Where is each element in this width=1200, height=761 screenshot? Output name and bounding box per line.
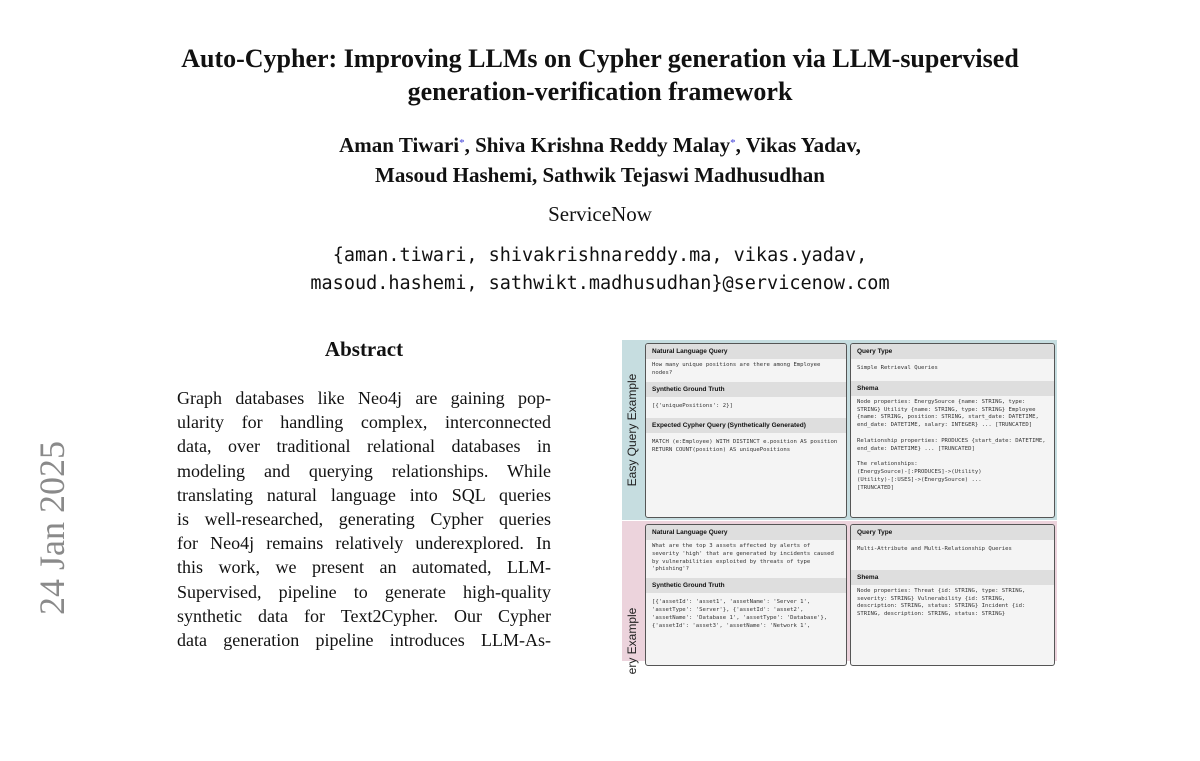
abstract-body bbox=[177, 386, 551, 652]
synthetic-ground-truth-header: Synthetic Ground Truth bbox=[646, 578, 846, 593]
email-line-2: masoud.hashemi, sathwikt.madhusudhan}@servicenow.com bbox=[310, 273, 890, 294]
title-line-1: Auto-Cypher: Improving LLMs on Cypher generation via LLM-supervised bbox=[181, 44, 1019, 73]
synthetic-ground-truth-text: [{'uniquePositions': 2}] bbox=[652, 402, 733, 409]
query-type-text: Multi-Attribute and Multi-Relationship Queries bbox=[857, 546, 1012, 552]
equal-contribution-mark: * bbox=[730, 137, 736, 149]
abstract-line: data, over traditional relational databases in bbox=[177, 436, 551, 457]
author-aman-tiwari: Aman Tiwari bbox=[339, 133, 460, 157]
paper-title bbox=[100, 42, 1100, 108]
abstract-line: is well-researched, generating Cypher queries bbox=[177, 509, 551, 530]
query-type-text: Simple Retrieval Queries bbox=[857, 365, 938, 371]
abstract-line: Supervised, pipeline to generate high-quality bbox=[177, 581, 551, 602]
easy-left-card bbox=[645, 343, 847, 518]
query-type-header: Query Type bbox=[851, 525, 1054, 540]
hard-left-card bbox=[645, 524, 847, 666]
synthetic-ground-truth-text: [{'assetId': 'asset1', 'assetName': 'Server 1', 'assetType': 'Server'}, {'assetId': 'asset2', 'assetName': 'Database 1', 'assetType': 'Database'}, {'assetId': 'asset3', 'assetName': 'Network 1', bbox=[652, 599, 831, 629]
abstract-line: this work, we present an automated, LLM- bbox=[177, 557, 551, 578]
schema-text: Node properties: EnergySource {name: STRING, type: STRING} Utility {name: STRING, type: STRING} Employee {name: STRING, position: STRING, start_date: DATETIME, end_date: DATETIME, salary: INTEGER} ... [TRUNCATED] Relationship properties: PRODUCES {start_date: DATETIME, end_date: DATETIME} ... [TRUNCATED] The relationships: (EnergySource)-[:PRODUCES]->(Utility) (Utility)-[:USES]->(EnergySource) ... [TRUNCATED] bbox=[857, 398, 1046, 491]
schema-header: Shema bbox=[851, 570, 1054, 585]
equal-contribution-mark: * bbox=[459, 137, 465, 149]
arxiv-date-stamp bbox=[28, 430, 76, 625]
email-line-1: {aman.tiwari, shivakrishnareddy.ma, vikas.yadav, bbox=[332, 245, 868, 266]
author-line-2: Masoud Hashemi, Sathwik Tejaswi Madhusudhan bbox=[375, 163, 825, 187]
author-masoud-hashemi: Masoud Hashemi bbox=[375, 163, 532, 187]
hard-right-card bbox=[850, 524, 1055, 666]
abstract-line: synthetic data for Text2Cypher. Our Cypher bbox=[177, 605, 551, 626]
schema-header: Shema bbox=[851, 381, 1054, 396]
author-sathwik-tejaswi-madhusudhan: Sathwik Tejaswi Madhusudhan bbox=[542, 163, 825, 187]
hard-query-label: ery Example bbox=[625, 607, 639, 675]
author-vikas-yadav: Vikas Yadav, bbox=[745, 133, 861, 157]
abstract-heading: Abstract bbox=[324, 337, 404, 361]
author-emails bbox=[100, 242, 1100, 298]
schema-text: Node properties: Threat {id: STRING, type: STRING, severity: STRING} Vulnerability {id: STRING, description: STRING, status: STRING} Incident {id: STRING, description: STRING, status: STRING} bbox=[857, 587, 1029, 618]
easy-right-card bbox=[850, 343, 1055, 518]
abstract-line: Graph databases like Neo4j are gaining pop- bbox=[177, 388, 551, 408]
easy-query-label: Easy Query Example bbox=[625, 373, 639, 487]
query-example-figure bbox=[622, 340, 1057, 675]
abstract-line: data generation pipeline introduces LLM-As- bbox=[177, 630, 551, 651]
easy-query-example-panel bbox=[622, 340, 1057, 520]
query-type-header: Query Type bbox=[851, 344, 1054, 359]
affiliation: ServiceNow bbox=[548, 202, 652, 226]
hard-query-example-panel bbox=[622, 521, 1057, 675]
expected-cypher-query-header: Expected Cypher Query (Synthetically Generated) bbox=[646, 418, 846, 433]
natural-language-query-text: How many unique positions are there among Employee nodes? bbox=[652, 362, 824, 376]
expected-cypher-query-text: MATCH (e:Employee) WITH DISTINCT e.position AS position RETURN COUNT(position) AS uniquePositions bbox=[652, 439, 841, 454]
abstract-line: translating natural language into SQL queries bbox=[177, 484, 551, 505]
natural-language-query-text: What are the top 3 assets affected by alerts of severity 'high' that are generated by incidents caused by vulnerabilities exploited by threats of type 'phishing'? bbox=[652, 543, 838, 573]
natural-language-query-header: Natural Language Query bbox=[646, 525, 846, 540]
author-line-1: Aman Tiwari*, Shiva Krishna Reddy Malay*, Vikas Yadav, bbox=[339, 133, 861, 157]
abstract-line: ularity for handling complex, interconnected bbox=[177, 412, 551, 433]
synthetic-ground-truth-header: Synthetic Ground Truth bbox=[646, 382, 846, 397]
author-shiva-krishna-reddy-malay: Shiva Krishna Reddy Malay bbox=[475, 133, 731, 157]
abstract-line: for Neo4j remains relatively underexplored. In bbox=[177, 533, 551, 554]
author-list bbox=[100, 130, 1100, 190]
arxiv-date-text: 24 Jan 2025 bbox=[32, 440, 72, 615]
abstract-line: modeling and querying relationships. While bbox=[177, 460, 551, 481]
title-line-2: generation-verification framework bbox=[407, 77, 793, 106]
natural-language-query-header: Natural Language Query bbox=[646, 344, 846, 359]
